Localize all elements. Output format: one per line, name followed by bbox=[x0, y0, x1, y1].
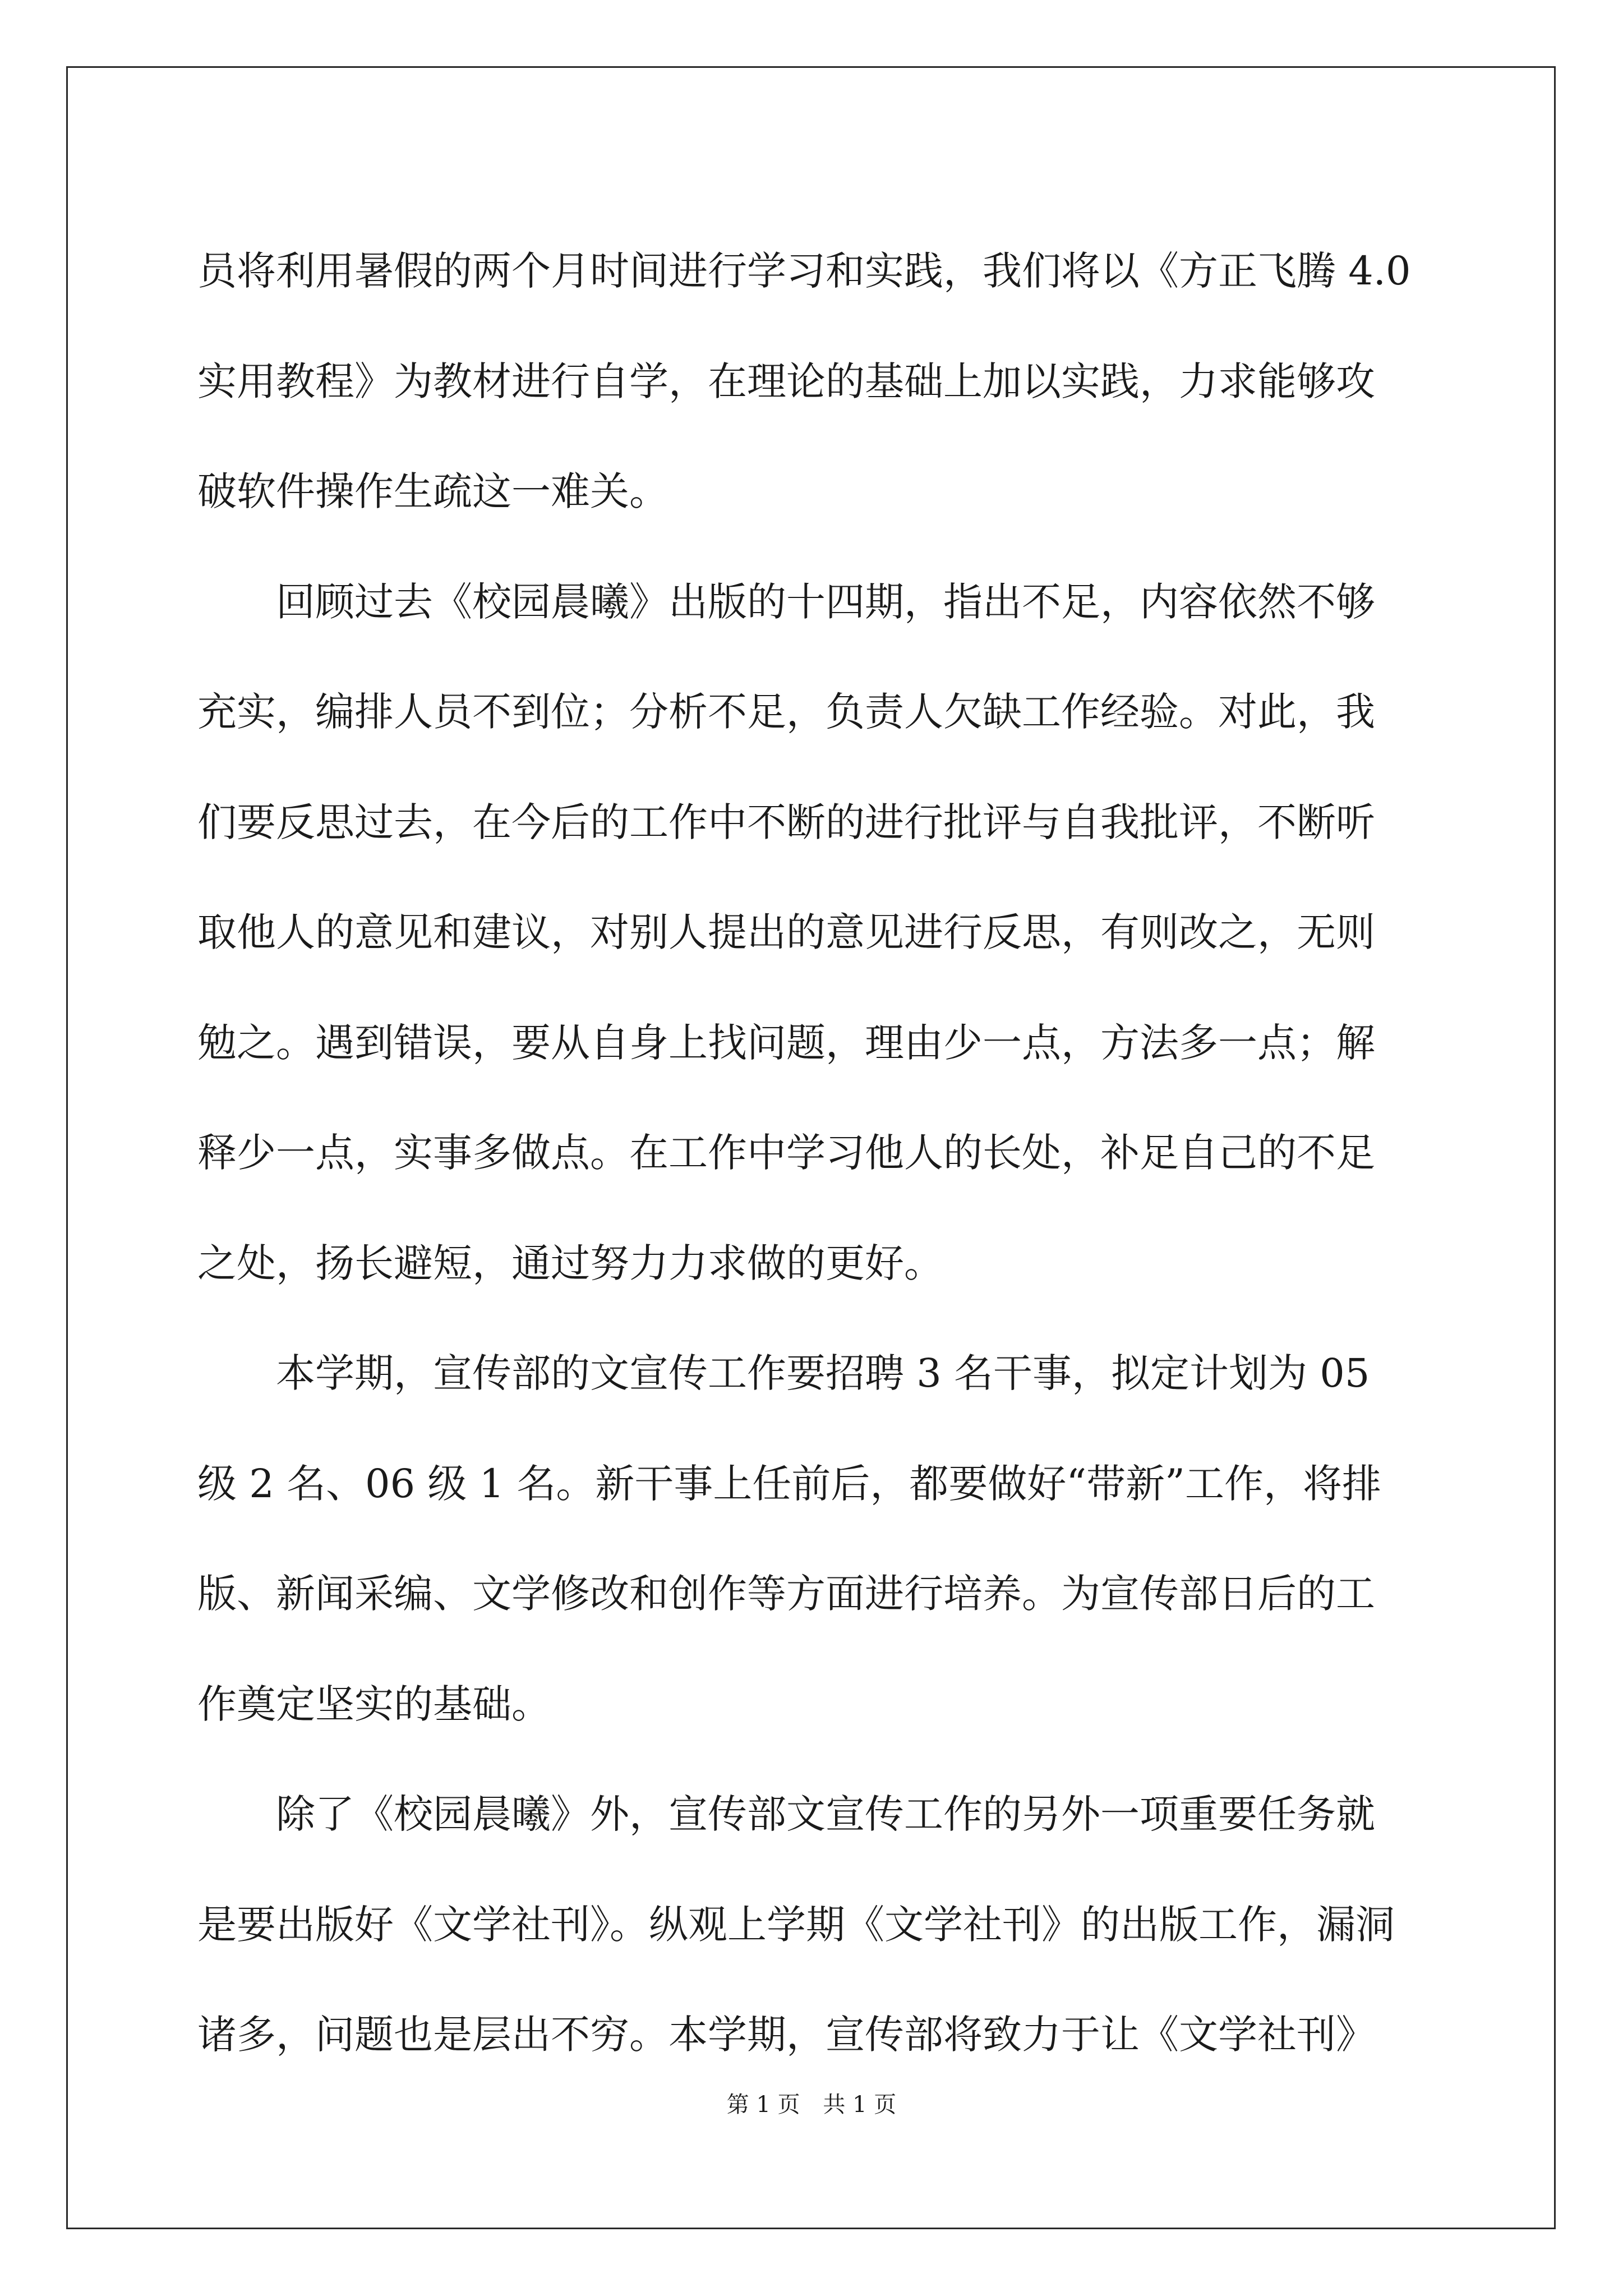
text-line: 取他人的意见和建议，对别人提出的意见进行反思，有则改之，无则 bbox=[197, 909, 1375, 955]
text-line: 级 2 名、06 级 1 名。新干事上任前后，都要做好“带新”工作，将排 bbox=[197, 1460, 1381, 1507]
text-line: 版、新闻采编、文学修改和创作等方面进行培养。为宣传部日后的工 bbox=[197, 1571, 1375, 1617]
page-number-current: 第 1 页 bbox=[726, 2092, 800, 2118]
text-line: 破软件操作生疏这一难关。 bbox=[197, 468, 668, 514]
page-footer bbox=[0, 2088, 1623, 2122]
text-line: 除了《校园晨曦》外，宣传部文宣传工作的另外一项重要任务就 bbox=[197, 1791, 1375, 1837]
text-line: 诸多，问题也是层出不穷。本学期，宣传部将致力于让《文学社刊》 bbox=[197, 2012, 1375, 2058]
text-line: 员将利用暑假的两个月时间进行学习和实践，我们将以《方正飞腾 4.0 bbox=[197, 248, 1411, 294]
text-line: 之处，扬长避短，通过努力力求做的更好。 bbox=[197, 1240, 943, 1286]
text-line: 是要出版好《文学社刊》。纵观上学期《文学社刊》的出版工作，漏洞 bbox=[197, 1901, 1395, 1948]
page-number-total: 共 1 页 bbox=[823, 2092, 897, 2118]
text-line: 们要反思过去，在今后的工作中不断的进行批评与自我批评，不断听 bbox=[197, 799, 1375, 845]
text-line: 勉之。遇到错误，要从自身上找问题，理由少一点，方法多一点；解 bbox=[197, 1019, 1375, 1066]
text-line: 回顾过去《校园晨曦》出版的十四期，指出不足，内容依然不够 bbox=[197, 578, 1375, 625]
document-body bbox=[197, 216, 1426, 2090]
text-line: 释少一点，实事多做点。在工作中学习他人的长处，补足自己的不足 bbox=[197, 1130, 1375, 1176]
text-line: 作奠定坚实的基础。 bbox=[197, 1681, 551, 1727]
text-line: 充实，编排人员不到位；分析不足，负责人欠缺工作经验。对此，我 bbox=[197, 689, 1375, 735]
text-line: 本学期，宣传部的文宣传工作要招聘 3 名干事，拟定计划为 05 bbox=[197, 1350, 1370, 1396]
text-line: 实用教程》为教材进行自学，在理论的基础上加以实践，力求能够攻 bbox=[197, 358, 1375, 404]
